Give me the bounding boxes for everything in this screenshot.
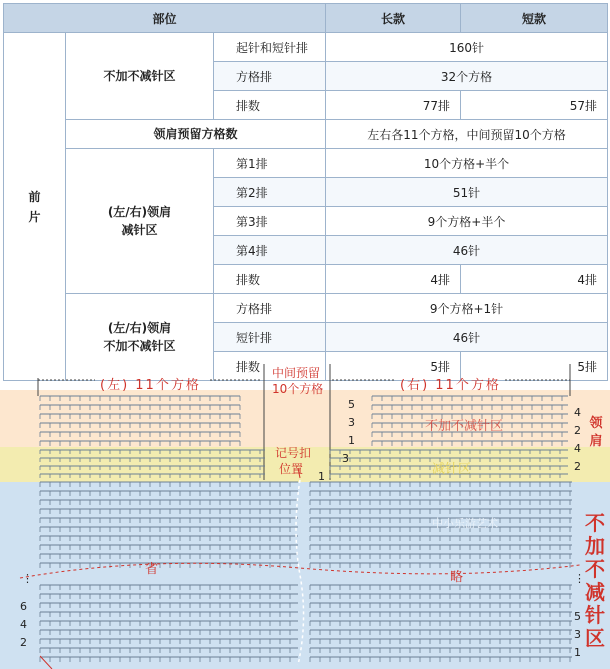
row-label: 第2排	[214, 178, 326, 207]
row-value-long: 4排	[326, 265, 461, 294]
row-number: 6	[20, 600, 27, 613]
row-label: 第3排	[214, 207, 326, 236]
side-body-6: 区	[585, 626, 605, 650]
dots: ⋮	[22, 572, 33, 585]
row-value: 10个方格+半个	[326, 149, 608, 178]
right-mid-text: 减针区	[432, 462, 472, 477]
row-value: 9个方格+1针	[326, 294, 608, 323]
side-label-2: 肩	[589, 434, 603, 449]
stitch-grid	[0, 360, 610, 669]
section4-title-line2: 不加不减针区	[103, 339, 176, 353]
side-body-4: 减	[585, 580, 605, 604]
row-value-long: 77排	[326, 91, 461, 120]
side-label-1: 领	[589, 416, 603, 431]
row-number: 3	[348, 416, 355, 429]
table-row	[4, 294, 608, 323]
side-body-2: 加	[585, 534, 605, 558]
row-value: 46针	[326, 323, 608, 352]
side-body-5: 针	[585, 603, 605, 627]
spec-table	[3, 3, 608, 381]
side-body-3: 不	[585, 557, 605, 581]
row-number: 4	[574, 442, 581, 455]
section4-title-line1: (左/右)领肩	[107, 321, 172, 335]
section3-title-line1: (左/右)领肩	[107, 205, 172, 219]
section3-title-line2: 减针区	[121, 223, 158, 237]
row-label: 第4排	[214, 236, 326, 265]
row-label: 排数	[214, 352, 326, 381]
table-row	[4, 149, 608, 178]
front-piece-label: 前片	[4, 33, 66, 381]
row-value: 160针	[326, 33, 608, 62]
header-part: 部位	[4, 4, 326, 33]
section1-title: 不加不减针区	[66, 33, 214, 120]
row-label: 排数	[214, 91, 326, 120]
row-number: 2	[574, 460, 581, 473]
right-label: (右) 11个方格	[400, 378, 501, 393]
section3-title	[66, 149, 214, 294]
row-number: 3	[342, 452, 349, 465]
table-row	[4, 120, 608, 149]
marker-label-2: 位置	[279, 462, 304, 476]
row-label: 排数	[214, 265, 326, 294]
row-value: 46针	[326, 236, 608, 265]
row-value-short: 57排	[461, 91, 608, 120]
row-value: 9个方格+半个	[326, 207, 608, 236]
row-label: 方格排	[214, 294, 326, 323]
crochet-diagram	[0, 360, 610, 669]
row-value-long: 5排	[326, 352, 461, 381]
row-number: 5	[348, 398, 355, 411]
row-number: 1	[348, 434, 355, 447]
table-row	[4, 33, 608, 62]
omit-label-2: 略	[450, 570, 464, 585]
row-label: 方格排	[214, 62, 326, 91]
row-number: 2	[20, 636, 27, 649]
row-value: 32个方格	[326, 62, 608, 91]
row-label: 第1排	[214, 149, 326, 178]
row-number: 1	[318, 470, 325, 483]
row-number: 4	[20, 618, 27, 631]
header-long: 长款	[326, 4, 461, 33]
row-number: 2	[574, 424, 581, 437]
row-number: 1	[574, 646, 581, 659]
watermark: 中小乐游艺术	[432, 517, 498, 530]
table-header-row	[4, 4, 608, 33]
section2-title: 领肩预留方格数	[66, 120, 326, 149]
header-short: 短款	[461, 4, 608, 33]
dots: ⋮	[574, 572, 585, 585]
row-label: 起针和短针排	[214, 33, 326, 62]
row-label: 短针排	[214, 323, 326, 352]
row-value-short: 5排	[461, 352, 608, 381]
row-number: 5	[574, 610, 581, 623]
row-value: 51针	[326, 178, 608, 207]
middle-label-1: 中间预留	[272, 366, 321, 380]
center-curve	[296, 480, 304, 665]
right-top-text: 不加不减针区	[425, 419, 504, 434]
middle-label-2: 10个方格	[272, 382, 324, 396]
row-value: 左右各11个方格，中间预留10个方格	[326, 120, 608, 149]
marker-label-1: 记号扣	[275, 446, 312, 460]
row-number: 3	[574, 628, 581, 641]
omit-label-1: 省	[145, 562, 159, 577]
left-label: (左) 11个方格	[100, 378, 201, 393]
side-body-1: 不	[585, 511, 605, 535]
row-value-short: 4排	[461, 265, 608, 294]
row-number: 4	[574, 406, 581, 419]
